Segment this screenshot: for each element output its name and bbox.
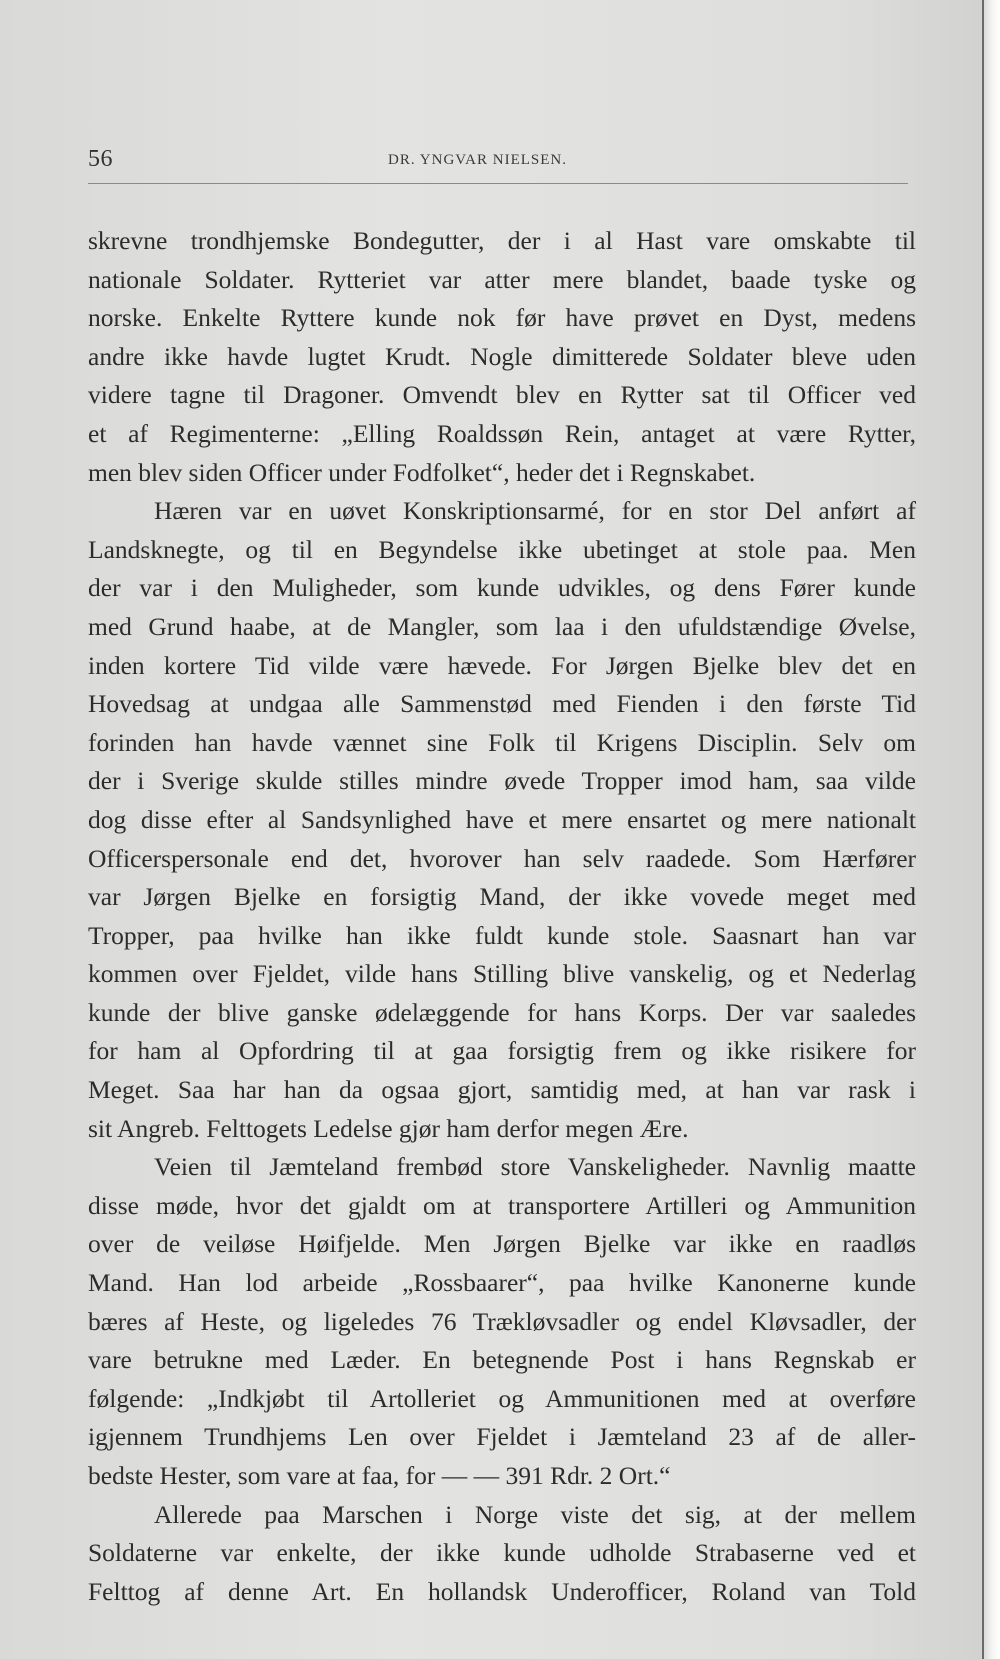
text-line: med Grund haabe, at de Mangler, som laa i den ufuldstændige Øvelse, xyxy=(88,611,916,641)
text-line: kommen over Fjeldet, vilde hans Stilling blive vanskelig, og et Nederlag xyxy=(88,959,916,989)
text-line: nationale Soldater. Rytteriet var atter mere blandet, baade tyske og xyxy=(88,264,916,294)
running-head xyxy=(88,146,908,182)
text-line: igjennem Trundhjems Len over Fjeldet i Jæmteland 23 af de aller- xyxy=(88,1422,916,1452)
text-line: Veien til Jæmteland frembød store Vanskeligheder. Navnlig maatte xyxy=(154,1152,916,1182)
text-line: bedste Hester, som vare at faa, for — — 391 Rdr. 2 Ort.“ xyxy=(88,1461,671,1490)
text-line: et af Regimenterne: „Elling Roaldssøn Rein, antaget at være Rytter, xyxy=(88,418,916,448)
text-line: for ham al Opfordring til at gaa forsigtig frem og ikke risikere for xyxy=(88,1036,916,1066)
page-number: 56 xyxy=(88,146,113,172)
text-line: Felttog af denne Art. En hollandsk Underofficer, Roland van Told xyxy=(88,1576,916,1606)
header-rule xyxy=(88,183,908,184)
text-line: var Jørgen Bjelke en forsigtig Mand, der ikke vovede meget med xyxy=(88,882,916,912)
text-line: Mand. Han lod arbeide „Rossbaarer“, paa hvilke Kanonerne kunde xyxy=(88,1268,916,1298)
text-line: Meget. Saa har han da ogsaa gjort, samtidig med, at han var rask i xyxy=(88,1075,916,1105)
running-head-title: DR. YNGVAR NIELSEN. xyxy=(388,152,568,168)
text-line: inden kortere Tid vilde være hævede. For Jørgen Bjelke blev det en xyxy=(88,650,916,680)
text-line: Soldaterne var enkelte, der ikke kunde udholde Strabaserne ved et xyxy=(88,1538,916,1568)
text-line: kunde der blive ganske ødelæggende for hans Korps. Der var saaledes xyxy=(88,997,916,1027)
text-line: der var i den Muligheder, som kunde udvikles, og dens Fører kunde xyxy=(88,573,916,603)
text-line: Allerede paa Marschen i Norge viste det sig, at der mellem xyxy=(154,1499,916,1529)
text-line: skrevne trondhjemske Bondegutter, der i al Hast vare omskabte til xyxy=(88,226,916,255)
text-line: videre tagne til Dragoner. Omvendt blev en Rytter sat til Officer ved xyxy=(88,380,916,410)
text-line: over de veiløse Høifjelde. Men Jørgen Bjelke var ikke en raadløs xyxy=(88,1229,916,1259)
page-edge xyxy=(980,0,1000,1659)
text-line: men blev siden Officer under Fodfolket“, heder det i Regnskabet. xyxy=(88,457,756,487)
text-line: Tropper, paa hvilke han ikke fuldt kunde stole. Saasnart han var xyxy=(88,920,916,950)
text-line: norske. Enkelte Ryttere kunde nok før have prøvet en Dyst, medens xyxy=(88,303,916,333)
text-line: andre ikke havde lugtet Krudt. Nogle dimitterede Soldater bleve uden xyxy=(88,341,916,371)
text-line: Landsknegte, og til en Begyndelse ikke ubetinget at stole paa. Men xyxy=(88,534,916,564)
text-line: vare betrukne med Læder. En betegnende Post i hans Regnskab er xyxy=(88,1345,916,1375)
text-line: Hæren var en uøvet Konskriptionsarmé, for en stor Del anført af xyxy=(154,496,916,526)
text-line: forinden han havde vænnet sine Folk til Krigens Disciplin. Selv om xyxy=(88,727,916,757)
text-line: dog disse efter al Sandsynlighed have et mere ensartet og mere nationalt xyxy=(88,804,916,834)
text-line: sit Angreb. Felttogets Ledelse gjør ham derfor megen Ære. xyxy=(88,1113,689,1143)
text-line: Officerspersonale end det, hvorover han selv raadede. Som Hærfører xyxy=(88,843,916,873)
text-line: følgende: „Indkjøbt til Artolleriet og Ammunitionen med at overføre xyxy=(88,1383,916,1413)
text-line: Hovedsag at undgaa alle Sammenstød med Fienden i den første Tid xyxy=(88,689,916,719)
text-line: disse møde, hvor det gjaldt om at transportere Artilleri og Ammunition xyxy=(88,1190,916,1220)
text-line: der i Sverige skulde stilles mindre øvede Tropper imod ham, saa vilde xyxy=(88,766,916,796)
body-text xyxy=(88,222,916,1611)
text-line: bæres af Heste, og ligeledes 76 Trækløvsadler og endel Kløvsadler, der xyxy=(88,1306,916,1336)
